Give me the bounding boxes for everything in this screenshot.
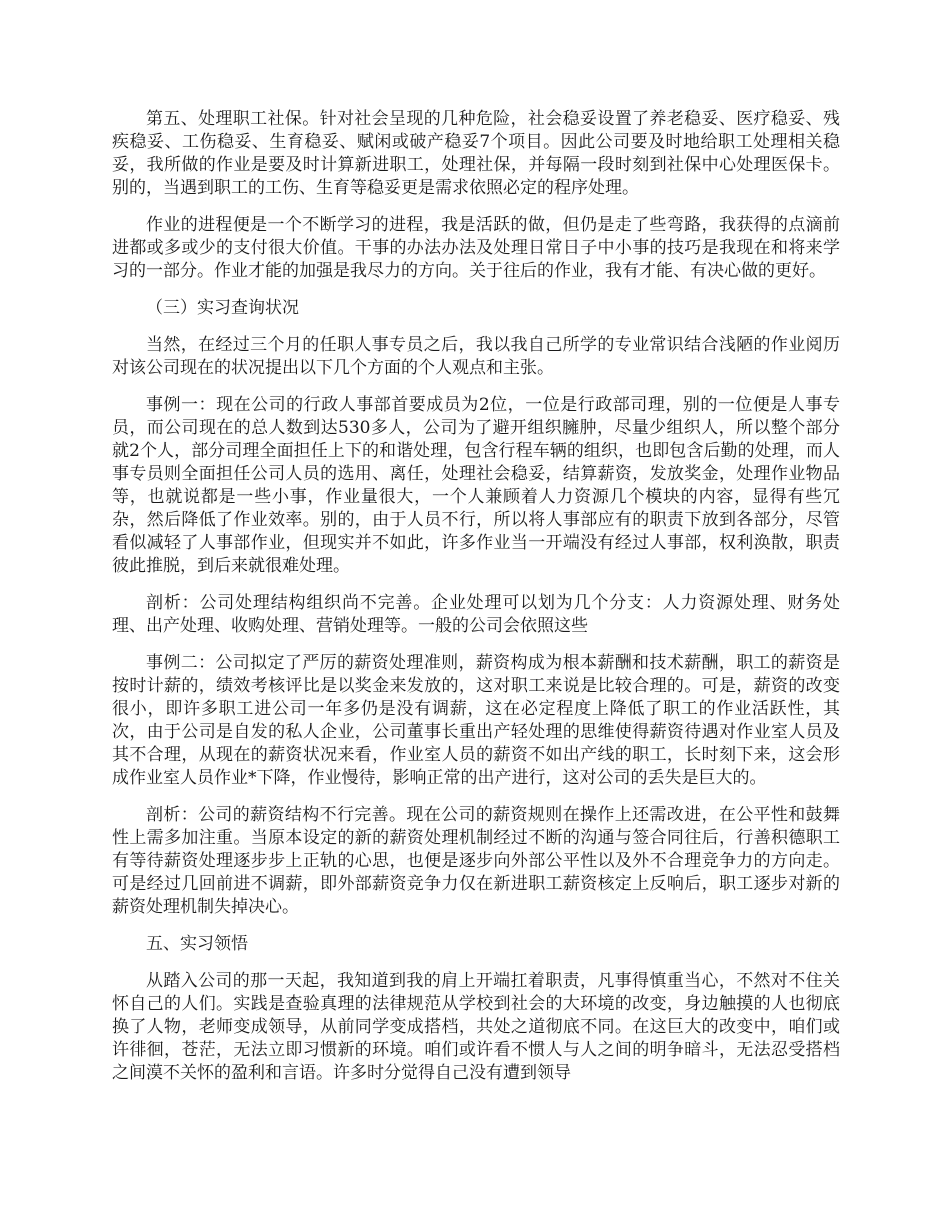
paragraph-case-one: 事例一：现在公司的行政人事部首要成员为2位，一位是行政部司理，别的一位便是人事专员，而公司现在的总人数到达530多人，公司为了避开组织臃肿，尽量少组织人，所以整个部分就2个人，部分司理全面担任上下的和谐处理，包含行程车辆的组织，也即包含后勤的处理，而人事专员则全面担任公司人员的选用、离任，处理社会稳妥，结算薪资，发放奖金，处理作业物品等，也就说都是一些小事，作业量很大，一个人兼顾着人力资源几个模块的内容，显得有些冗杂，然后降低了作业效率。别的，由于人员不行，所以将人事部应有的职责下放到各部分，尽管看似减轻了人事部作业，但现实并不如此，许多作业当一开端没有经过人事部，权利涣散，职责彼此推脱，到后来就很难处理。 [112,395,840,576]
paragraph-intro-opinions: 当然，在经过三个月的任职人事专员之后，我以我自己所学的专业常识结合浅陋的作业阅历对该公司现在的状况提出以下几个方面的个人观点和主张。 [112,335,840,378]
paragraph-work-process: 作业的进程便是一个不断学习的进程，我是活跃的做，但仍是走了些弯路，我获得的点滴前进都或多或少的支付很大价值。干事的办法办法及处理日常日子中小事的技巧是我现在和将来学习的一部分。作业才能的加强是我尽力的方向。关于往后的作业，我有才能、有决心做的更好。 [112,215,840,281]
document-page [112,108,840,1099]
paragraph-reflection: 从踏入公司的那一天起，我知道到我的肩上开端扛着职责，凡事得慎重当心，不然对不住关怀自己的人们。实践是查验真理的法律规范从学校到社会的大环境的改变，身边触摸的人也彻底换了人物，老师变成领导，从前同学变成搭档，共处之道彻底不同。在这巨大的改变中，咱们或许徘徊，苍茫，无法立即习惯新的环境。咱们或许看不惯人与人之间的明争暗斗，无法忍受搭档之间漠不关怀的盈利和言语。许多时分觉得自己没有遭到领导 [112,971,840,1083]
section-heading-internship-reflection: 五、实习领悟 [146,934,248,954]
paragraph-analysis-two: 剖析：公司的薪资结构不行完善。现在公司的薪资规则在操作上还需改进，在公平性和鼓舞性上需多加注重。当原本设定的新的薪资处理机制经过不断的沟通与签合同往后，行善积德职工有等待薪资处理逐步步上正轨的心思，也便是逐步向外部公平性以及外不合理竞争力的方向走。可是经过几回前进不调薪，即外部薪资竞争力仅在新进职工薪资核定上反响后，职工逐步对新的薪资处理机制失掉决心。 [112,805,840,917]
paragraph-case-two: 事例二：公司拟定了严厉的薪资处理准则，薪资构成为根本薪酬和技术薪酬，职工的薪资是按时计薪的，绩效考核评比是以奖金来发放的，这对职工来说是比较合理的。可是，薪资的改变很小，即许多职工进公司一年多仍是没有调薪，这在必定程度上降低了职工的作业活跃性，其次，由于公司是自发的私人企业，公司董事长重出产轻处理的思维使得薪资待遇对作业室人员及其不合理，从现在的薪资状况来看，作业室人员的薪资不如出产线的职工，长时刻下来，这会形成作业室人员作业*下降，作业慢待，影响正常的出产进行，这对公司的丢失是巨大的。 [112,653,840,788]
paragraph-analysis-one: 剖析：公司处理结构组织尚不完善。企业处理可以划为几个分支：人力资源处理、财务处理、出产处理、收购处理、营销处理等。一般的公司会依照这些 [112,593,840,636]
paragraph-social-insurance: 第五、处理职工社保。针对社会呈现的几种危险，社会稳妥设置了养老稳妥、医疗稳妥、残疾稳妥、工伤稳妥、生育稳妥、赋闲或破产稳妥7个项目。因此公司要及时地给职工处理相关稳妥，我所做的作业是要及时计算新进职工，处理社保，并每隔一段时刻到社保中心处理医保卡。别的，当遇到职工的工伤、生育等稳妥更是需求依照必定的程序处理。 [112,109,840,198]
section-heading-internship-survey: （三）实习查询状况 [146,298,299,318]
